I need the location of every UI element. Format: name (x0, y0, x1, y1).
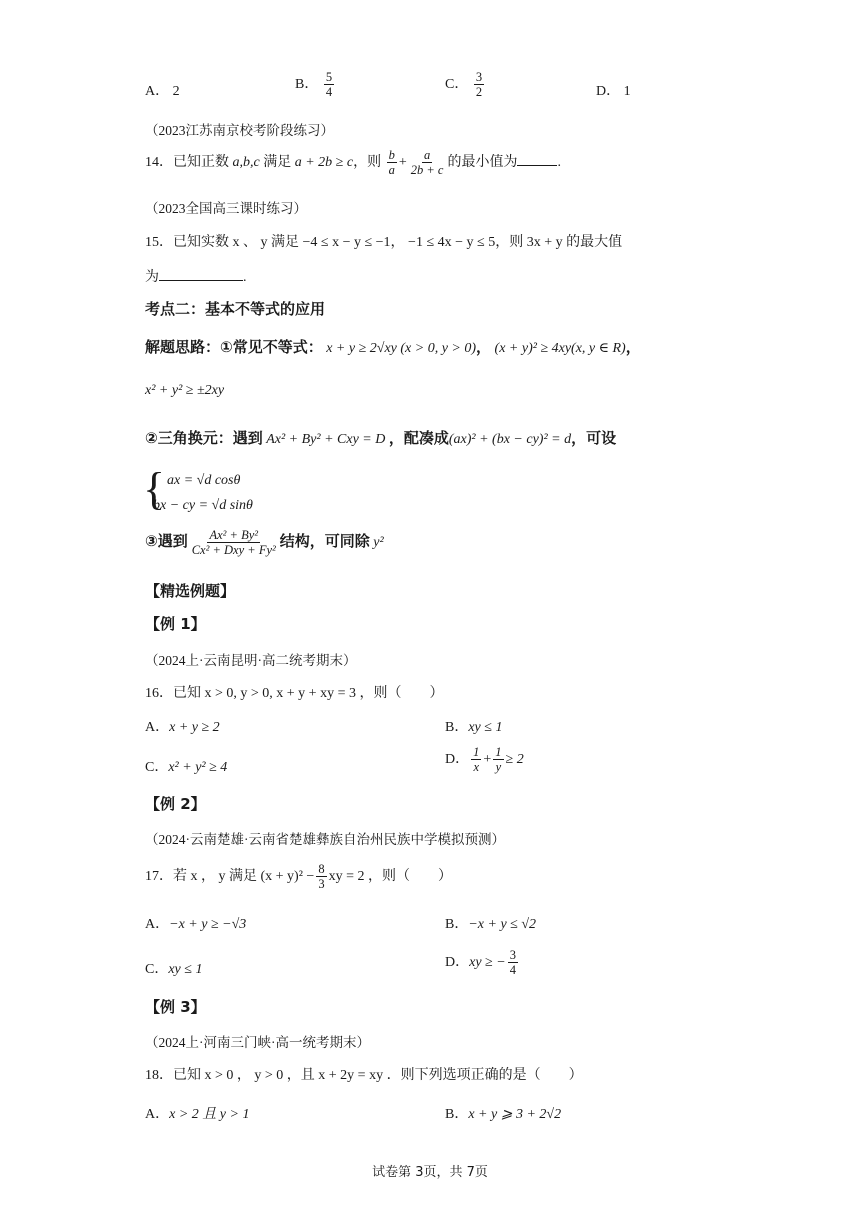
divide-var: y² (373, 535, 384, 551)
option-label: A． (145, 1107, 170, 1122)
option-label: A． (145, 720, 170, 735)
option-label: B． (445, 917, 469, 932)
option-text: −x + y ≤ √2 (468, 917, 537, 932)
example-1-source: （2024上·云南昆明·高二统考期末） (145, 653, 357, 668)
q17-option-a (145, 913, 246, 933)
q15-source: （2023全国高三课时练习） (145, 201, 307, 216)
fraction-numerator: 1 (473, 745, 480, 759)
fraction-numerator: b (388, 148, 395, 162)
formula-completed: (ax)² + (bx − cy)² = d (448, 432, 572, 447)
math-condition: a + 2b ≥ c (294, 155, 354, 171)
fraction-denominator: 4 (325, 85, 333, 100)
system-line-2: bx − cy = √d sinθ (153, 498, 253, 513)
section-title: 考点二：基本不等式的应用 (145, 300, 326, 318)
stem-end: . (243, 270, 247, 285)
left-brace-icon: { (143, 463, 166, 514)
q15-stem-line1 (145, 231, 622, 251)
stem-text: 的最小值为 (447, 155, 518, 171)
option-label: C． (145, 962, 169, 977)
structure-fraction (190, 528, 278, 558)
option-text: xy ≤ 1 (468, 720, 503, 735)
option-text: x + y ≥ 2 (169, 720, 220, 735)
option-value: 2 (172, 84, 180, 99)
separator: ， (476, 338, 492, 356)
fraction-structure-line (145, 528, 384, 558)
q13-option-d (596, 80, 631, 100)
stem-text: 已知 x > 0, y > 0, x + y + xy = 3 ，则（ ） (173, 686, 444, 701)
math-vars: a,b,c (232, 155, 260, 171)
system-line-1: ax = √d cosθ (167, 473, 241, 488)
q17-stem (145, 862, 452, 892)
math-operator: + (398, 155, 407, 171)
q18-option-a (145, 1103, 249, 1123)
answer-blank[interactable] (159, 280, 243, 281)
example-3-source: （2024上·河南三门峡·高一统考期末） (145, 1035, 370, 1050)
fraction-denominator: a (388, 163, 395, 178)
option-label: C． (145, 760, 169, 775)
structure-label: 结构，可同除 (279, 532, 370, 551)
q13-option-c (445, 70, 486, 100)
option-label: D． (445, 955, 470, 971)
example-2-source: （2024·云南楚雄·云南省楚雄彝族自治州民族中学模拟预测） (145, 832, 505, 847)
idea-line-1 (145, 336, 641, 357)
option-label: B． (295, 77, 319, 93)
question-number: 16． (145, 686, 173, 701)
trig-label: ，配凑成 (388, 429, 449, 447)
option-label: C． (445, 77, 469, 93)
idea-label: 解题思路：①常见不等式： (145, 338, 323, 356)
fraction-numerator: 5 (325, 70, 333, 84)
formula-sum-squares: x² + y² ≥ ±2xy (145, 383, 225, 398)
q13-option-a (145, 80, 180, 100)
q16-option-b (445, 716, 502, 736)
q17-option-d (445, 948, 520, 978)
stem-end: . (557, 155, 561, 171)
option-fraction (508, 948, 518, 978)
fraction-numerator: 3 (475, 70, 483, 84)
fraction-numerator: a (423, 148, 431, 162)
option-label: B． (445, 720, 469, 735)
fraction-denominator: y (495, 760, 502, 775)
option-value: 1 (623, 84, 631, 99)
question-number: 18． (145, 1068, 173, 1083)
q16-option-d (445, 745, 524, 775)
fraction-denominator: 2b + c (410, 163, 444, 178)
stem-text: xy = 2 ，则（ ） (328, 869, 452, 885)
fraction-denominator: Cx² + Dxy + Fy² (191, 543, 276, 558)
option-text: xy ≤ 1 (168, 962, 203, 977)
option-text: x > 2 且 y > 1 (169, 1107, 250, 1122)
option-label: D． (596, 84, 621, 99)
math-fraction (387, 148, 397, 178)
fraction-numerator: 1 (495, 745, 502, 759)
formula-am-gm: x + y ≥ 2√xy (x > 0, y > 0) (326, 341, 477, 356)
stem-text: ，则 (353, 155, 382, 171)
q16-option-a (145, 716, 220, 736)
option-fraction (493, 745, 503, 775)
stem-text: 已知实数 x 、 y 满足 −4 ≤ x − y ≤ −1， −1 ≤ 4x − y ≤ 5，则 3x + y 的最大值 (173, 235, 623, 250)
q17-option-c (145, 958, 202, 978)
option-fraction (474, 70, 484, 100)
q16-stem (145, 682, 443, 702)
math-operator: + (483, 752, 492, 768)
option-text: xy ≥ − (469, 955, 506, 971)
q13-option-b (295, 70, 336, 100)
fraction-numerator: 3 (509, 948, 516, 962)
fraction-numerator: 8 (318, 862, 325, 876)
question-number: 14． (145, 155, 173, 171)
example-3-header: 【例 3】 (145, 998, 206, 1016)
stem-text: 为 (145, 270, 159, 285)
fraction-denominator: 3 (318, 877, 325, 892)
q18-stem (145, 1064, 583, 1084)
q18-option-b (445, 1103, 561, 1123)
example-2-header: 【例 2】 (145, 795, 206, 813)
fraction-numerator: Ax² + By² (209, 528, 259, 542)
q17-option-b (445, 913, 536, 933)
trig-label: ②三角换元：遇到 (145, 429, 263, 447)
stem-text: 已知正数 (173, 155, 229, 171)
option-fraction (324, 70, 334, 100)
fraction-denominator: 2 (475, 85, 483, 100)
option-label: A． (145, 917, 170, 932)
q14-source: （2023江苏南京校考阶段练习） (145, 123, 334, 138)
answer-blank[interactable] (517, 165, 557, 166)
stem-text: 若 x ， y 满足 (x + y)² − (173, 869, 315, 885)
example-1-header: 【例 1】 (145, 615, 206, 633)
option-label: B． (445, 1107, 469, 1122)
formula-quadratic: Ax² + By² + Cxy = D (266, 432, 386, 447)
option-text: x² + y² ≥ 4 (168, 760, 228, 775)
stem-text: 已知 x > 0 ， y > 0 ，且 x + 2y = xy ．则下列选项正确的是（ ） (173, 1068, 583, 1083)
option-label: A． (145, 84, 170, 99)
option-fraction (471, 745, 481, 775)
question-number: 17． (145, 869, 173, 885)
fraction-denominator: x (473, 760, 480, 775)
option-text: −x + y ≥ −√3 (169, 917, 247, 932)
formula-square: (x + y)² ≥ 4xy(x, y ∈ R) (494, 341, 626, 356)
option-label: D． (445, 752, 470, 768)
fraction-denominator: 4 (509, 963, 516, 978)
structure-label: ③遇到 (145, 532, 188, 551)
question-number: 15． (145, 235, 173, 250)
option-text: ≥ 2 (505, 752, 524, 768)
q15-stem-line2 (145, 266, 247, 286)
math-fraction (409, 148, 446, 178)
separator: ， (625, 338, 641, 356)
trig-label: ，可设 (571, 429, 617, 447)
page-footer: 试卷第 3页，共 7页 (372, 1165, 488, 1180)
stem-text: 满足 (263, 155, 292, 171)
q14-stem (145, 148, 561, 178)
trig-line (145, 427, 616, 448)
q16-option-c (145, 756, 227, 776)
option-text: x + y ⩾ 3 + 2√2 (468, 1107, 562, 1122)
examples-header: 【精选例题】 (145, 582, 236, 600)
stem-fraction (316, 862, 326, 892)
